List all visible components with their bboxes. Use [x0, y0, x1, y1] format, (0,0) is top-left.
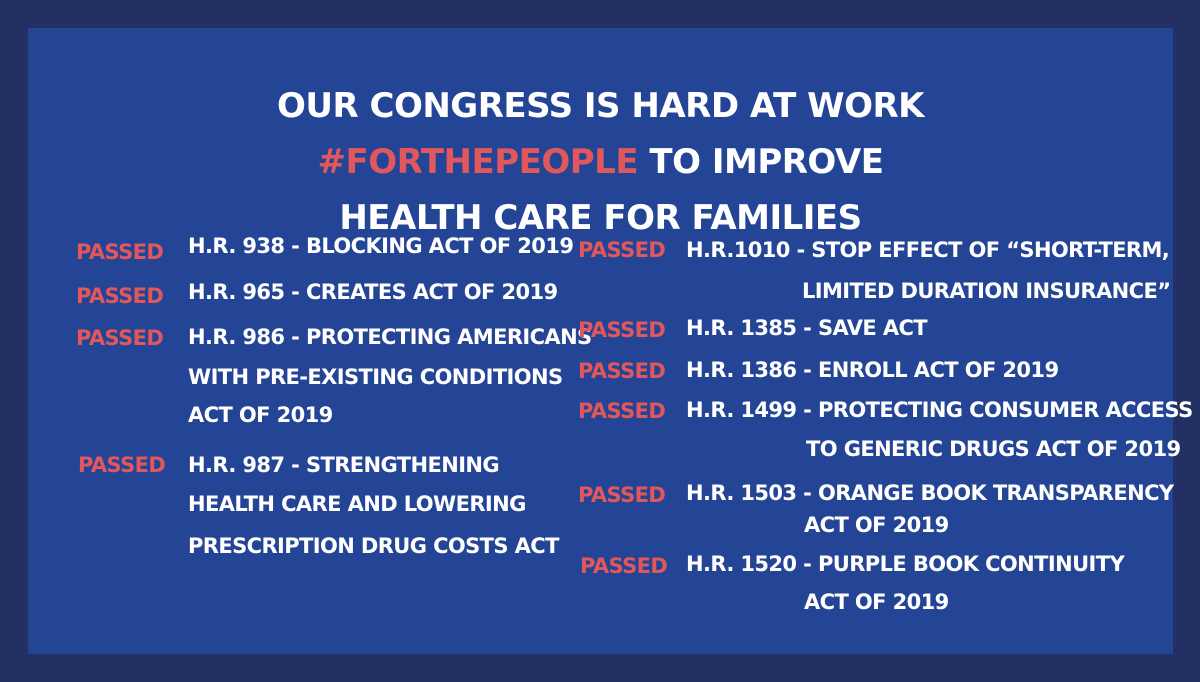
status-passed: PASSED	[580, 554, 668, 578]
status-passed: PASSED	[76, 284, 164, 308]
headline-line-1: OUR CONGRESS IS HARD AT WORK	[276, 86, 925, 126]
status-passed: PASSED	[578, 359, 666, 383]
bill-hr987-line2: HEALTH CARE AND LOWERING	[188, 492, 526, 516]
bill-hr1520-line1: H.R. 1520 - PURPLE BOOK CONTINUITY	[686, 552, 1125, 576]
bill-hr965: H.R. 965 - CREATES ACT OF 2019	[188, 280, 558, 304]
headline-line-2	[28, 134, 1173, 190]
bill-hr987-line1: H.R. 987 - STRENGTHENING	[188, 453, 500, 477]
headline-line-3: HEALTH CARE FOR FAMILIES	[339, 198, 862, 238]
bill-hr1010-line1: H.R.1010 - STOP EFFECT OF “SHORT-TERM,	[686, 238, 1170, 262]
bill-hr1386: H.R. 1386 - ENROLL ACT OF 2019	[686, 358, 1059, 382]
bill-hr1499-line1: H.R. 1499 - PROTECTING CONSUMER ACCESS	[686, 398, 1193, 422]
headline	[28, 78, 1173, 246]
bill-hr1503-line2: ACT OF 2019	[804, 513, 949, 537]
content-panel	[28, 28, 1193, 654]
status-passed: PASSED	[578, 238, 666, 262]
status-passed: PASSED	[78, 453, 166, 477]
bill-hr986-line1: H.R. 986 - PROTECTING AMERICANS	[188, 325, 592, 349]
status-passed: PASSED	[578, 318, 666, 342]
bill-hr1385: H.R. 1385 - SAVE ACT	[686, 316, 928, 340]
bill-hr1010-line2: LIMITED DURATION INSURANCE”	[802, 279, 1171, 303]
bill-hr986-line3: ACT OF 2019	[188, 403, 333, 427]
bill-hr1503-line1: H.R. 1503 - ORANGE BOOK TRANSPARENCY	[686, 481, 1174, 505]
bill-hr1499-line2: TO GENERIC DRUGS ACT OF 2019	[806, 437, 1181, 461]
bill-hr986-line2: WITH PRE-EXISTING CONDITIONS	[188, 365, 563, 389]
bill-hr987-line3: PRESCRIPTION DRUG COSTS ACT	[188, 534, 559, 558]
status-passed: PASSED	[76, 240, 164, 264]
status-passed: PASSED	[578, 483, 666, 507]
status-passed: PASSED	[578, 399, 666, 423]
hashtag: #FORTHEPEOPLE	[317, 142, 639, 182]
bill-hr1520-line2: ACT OF 2019	[804, 590, 949, 614]
headline-line-2-rest: TO IMPROVE	[638, 142, 884, 182]
status-passed: PASSED	[76, 326, 164, 350]
bill-hr938: H.R. 938 - BLOCKING ACT OF 2019	[188, 234, 574, 258]
